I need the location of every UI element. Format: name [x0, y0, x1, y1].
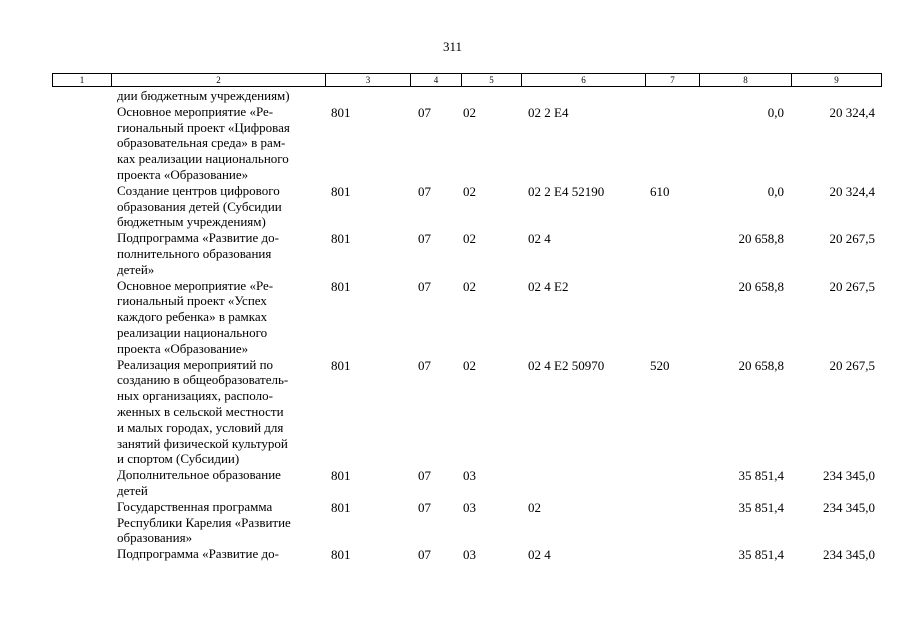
subsection-code: 03 — [463, 468, 476, 484]
section-code: 07 — [418, 357, 431, 373]
amount-col-9: 20 324,4 — [829, 104, 875, 120]
ministry-code: 801 — [331, 231, 351, 247]
section-code: 07 — [418, 547, 431, 563]
amount-col-9: 234 345,0 — [823, 499, 875, 515]
expense-type-code: 520 — [650, 357, 670, 373]
ministry-code: 801 — [331, 357, 351, 373]
target-article-code: 02 2 Е4 52190 — [528, 183, 605, 199]
table-row — [0, 104, 905, 183]
section-code: 07 — [418, 278, 431, 294]
expense-type-code: 610 — [650, 183, 670, 199]
amount-col-9: 20 324,4 — [829, 183, 875, 199]
amount-col-8: 20 658,8 — [738, 357, 784, 373]
target-article-code: 02 4 — [528, 231, 551, 247]
amount-col-9: 234 345,0 — [823, 468, 875, 484]
target-article-code: 02 — [528, 499, 541, 515]
table-row — [0, 357, 905, 468]
budget-table-body — [0, 88, 905, 562]
subsection-code: 02 — [463, 357, 476, 373]
row-name: Основное мероприятие «Ре- гиональный проект «Цифровая образовательная среда» в рам- ках реализации национального проекта «Образование» — [117, 103, 290, 182]
target-article-code: 02 2 Е4 — [528, 104, 569, 120]
column-number-1: 1 — [53, 74, 112, 87]
table-row — [0, 546, 905, 562]
column-number-2: 2 — [112, 74, 326, 87]
section-code: 07 — [418, 468, 431, 484]
row-name: Государственная программа Республики Карелия «Развитие образования» — [117, 498, 291, 546]
ministry-code: 801 — [331, 547, 351, 563]
row-name: Создание центров цифрового образования детей (Субсидии бюджетным учреждениям) — [117, 182, 282, 230]
amount-col-8: 20 658,8 — [738, 278, 784, 294]
section-code: 07 — [418, 104, 431, 120]
subsection-code: 02 — [463, 278, 476, 294]
subsection-code: 02 — [463, 104, 476, 120]
amount-col-8: 20 658,8 — [738, 231, 784, 247]
ministry-code: 801 — [331, 468, 351, 484]
row-name: дии бюджетным учреждениям) — [117, 88, 290, 103]
section-code: 07 — [418, 231, 431, 247]
amount-col-9: 20 267,5 — [829, 357, 875, 373]
row-name: Основное мероприятие «Ре- гиональный проект «Успех каждого ребенка» в рамках реализации национального проекта «Образование» — [117, 277, 274, 356]
amount-col-8: 0,0 — [767, 183, 784, 199]
page-number: 311 — [442, 39, 463, 54]
target-article-code: 02 4 — [528, 547, 551, 563]
target-article-code: 02 4 Е2 50970 — [528, 357, 605, 373]
subsection-code: 02 — [463, 183, 476, 199]
target-article-code: 02 4 Е2 — [528, 278, 569, 294]
column-number-6: 6 — [522, 74, 646, 87]
subsection-code: 03 — [463, 547, 476, 563]
section-code: 07 — [418, 499, 431, 515]
amount-col-8: 0,0 — [767, 104, 784, 120]
row-name: Подпрограмма «Развитие до- полнительного образования детей» — [117, 230, 279, 277]
column-number-9: 9 — [792, 74, 882, 87]
ministry-code: 801 — [331, 278, 351, 294]
amount-col-8: 35 851,4 — [738, 468, 784, 484]
row-name: Реализация мероприятий по созданию в общеобразователь- ных организациях, располо- женных в сельской местности и малых городах, условий для занятий физической культурой и спортом (Субсидии) — [117, 356, 289, 467]
table-row — [0, 278, 905, 357]
amount-col-8: 35 851,4 — [738, 547, 784, 563]
table-row — [0, 467, 905, 499]
table-row — [0, 230, 905, 277]
subsection-code: 02 — [463, 231, 476, 247]
amount-col-9: 20 267,5 — [829, 278, 875, 294]
table-row — [0, 88, 905, 104]
column-number-5: 5 — [462, 74, 522, 87]
column-number-8: 8 — [700, 74, 792, 87]
column-number-7: 7 — [646, 74, 700, 87]
amount-col-9: 234 345,0 — [823, 547, 875, 563]
column-number-4: 4 — [411, 74, 462, 87]
column-number-header — [52, 73, 882, 87]
column-number-row — [53, 74, 882, 87]
subsection-code: 03 — [463, 499, 476, 515]
ministry-code: 801 — [331, 104, 351, 120]
section-code: 07 — [418, 183, 431, 199]
table-row — [0, 499, 905, 546]
ministry-code: 801 — [331, 499, 351, 515]
amount-col-9: 20 267,5 — [829, 231, 875, 247]
row-name: Подпрограмма «Развитие до- — [117, 546, 279, 562]
ministry-code: 801 — [331, 183, 351, 199]
row-name: Дополнительное образование детей — [117, 467, 281, 498]
column-number-3: 3 — [326, 74, 411, 87]
table-row — [0, 183, 905, 230]
amount-col-8: 35 851,4 — [738, 499, 784, 515]
